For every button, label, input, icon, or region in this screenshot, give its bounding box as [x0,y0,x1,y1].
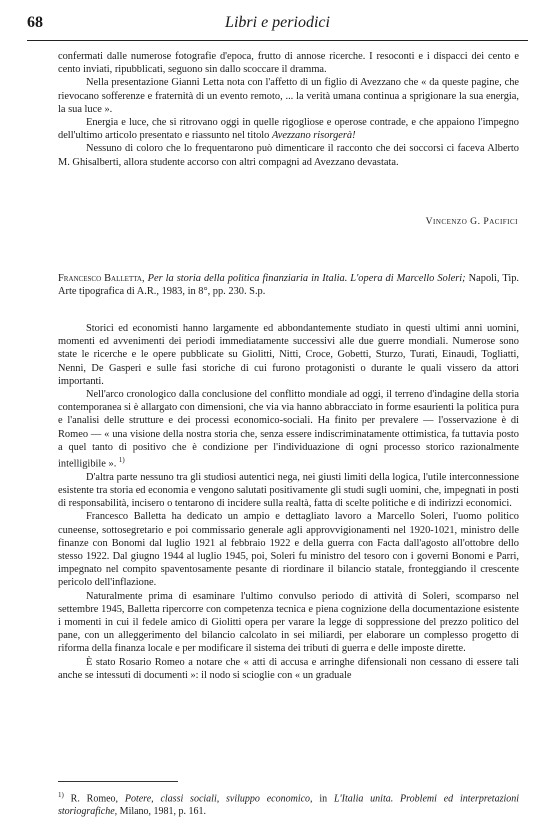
footnote-title: Potere, classi sociali, sviluppo economico, [124,793,313,805]
footnote-series: L'Italia unita. Problemi ed interpretazioni storiografiche, [58,793,520,818]
paragraph: Storici ed economisti hanno largamente ed abbondantemente studiato in questi ultimi anni uomini, momenti ed avvenimenti dei periodi immediatamente successivi alle due guerre mondiali. Numerose sono state le ricerche e le opere pubblicate su Giolitti, Nitti, Croce, Gobetti, Sturzo, Turati, Einaudi, Togliatti, Nenni, De Gasperi e sulle fasi storiche di cui furono protagonisti o durante le quali vissero da attori importanti. [58,323,519,387]
paragraph [58,388,519,471]
footnote-mark: 1) [58,791,64,799]
book-details: Napoli, Tip. Arte tipografica di A.R., 1983, in 8°, pp. 230. S.p. [58,273,520,298]
header-rule [27,40,528,41]
paragraph: Nessuno di coloro che lo frequentarono può dimenticare il racconto che dei soccorsi ci faceva Alberto M. Ghisalberti, allora studente accorso con altri compagni ad Avezzano devastata. [58,143,519,168]
footnote-marker: 1) [118,456,125,465]
paragraph: È stato Rosario Romeo a notare che « atti di accusa e arringhe difensionali non cessano di essere tali anche se intessuti di documenti »: il nodo si scioglie con « un graduale [58,656,519,681]
footnote [58,789,519,818]
footnote-rest: Milano, 1981, p. 161. [117,806,207,818]
footnote-rule [58,781,178,782]
running-header [27,14,528,40]
book-title: Per la storia della politica finanziaria in Italia. L'opera di Marcello Soleri; [147,273,466,284]
page-number: 68 [27,14,43,31]
paragraph: confermati dalle numerose fotografie d'epoca, frutto di annose ricerche. I resoconti e i dispacci dei cento e cento inviati, ripubblicati, seguono sin dallo scoccare il dramma. [58,51,519,76]
footnote-in: in [312,793,334,805]
book-reference [58,272,519,299]
paragraph-text: Energia e luce, che si ritrovano oggi in quelle rigogliose e operose contrade, e che appaiono l'impegno dell'ultimo articolo presentato e riassunto nel titolo [58,117,519,142]
review-continuation [58,50,519,169]
paragraph: Naturalmente prima di esaminare l'ultimo convulso periodo di attività di Soleri, scomparso nel settembre 1945, Balletta ripercorre con competenza tecnica e piena cognizione della documentazione esistente i momenti in cui il fedele amico di Giolitti opera per varare la legge di soppressione del prezzo politico del pane, con un alleggerimento del bilancio calcolato in sei miliardi, per elaborare un complesso progetto di riforma della finanza locale e per modificare il sistema dei tributi di guerra e delle imposte dirette. [58,590,519,655]
running-title: Libri e periodici [225,14,330,31]
footnote-author: R. Romeo, [63,793,125,805]
paragraph-text: Nell'arco cronologico dalla conclusione del conflitto mondiale ad oggi, il terreno d'indagine della storia contemporanea si è allargato con dimensioni, che via via hanno abbracciato in forme esaurienti la politica pura e l'analisi delle strutture e dei processi economico-sociali. Ha finito per prevalere — l'osservazione è di Romeo — « una visione della nostra storia che, senza essere indiscriminatamente ottimistica, fa tuttavia posto a quel tanto di positivo che è condizione per l'individuazione di ogni processo storico razionalmente intelligibile ». [58,389,519,470]
article-title: Avezzano risorgerà! [271,130,356,142]
paragraph: Nella presentazione Gianni Letta nota con l'affetto di un figlio di Avezzano che « da queste pagine, che rievocano sofferenze e fraternità di un evento remoto, ... la verità umana continua a sprigionare la sua energia, la sua luce ». [58,77,519,115]
paragraph [58,116,519,142]
paragraph: Francesco Balletta ha dedicato un ampio e dettagliato lavoro a Marcello Soleri, l'uomo politico cuneense, sottosegretario e poi commissario generale agli approvvigionamenti nel 1920-1021, ministro delle finanze con Bonomi dal luglio 1921 al febbraio 1922 e della guerra con Facta dall'agosto all'ottobre dello stesso 1922. Dal giugno 1944 al luglio 1945, poi, Soleri fu ministro del tesoro con i governi Bonomi e Parri, impegnato nel compito spaventosamente pesante di riordinare il bilancio statale, fronteggiando il crescente pericolo dell'inflazione. [58,511,519,589]
book-author: Francesco Balletta, [58,273,145,284]
reviewer-signature: Vincenzo G. Pacifici [425,216,518,227]
paragraph: D'altra parte nessuno tra gli studiosi autentici nega, nei giusti limiti della logica, l'utile interconnessione esistente tra storia ed economia e vengono salutati positivamente gli studi sugli uomini, che, impegnati in posti di responsabilità, incisero o tentarono di incidere sulla realtà, fatta di scelte politiche e di indirizzi economici. [58,471,519,510]
review-body [58,322,519,682]
